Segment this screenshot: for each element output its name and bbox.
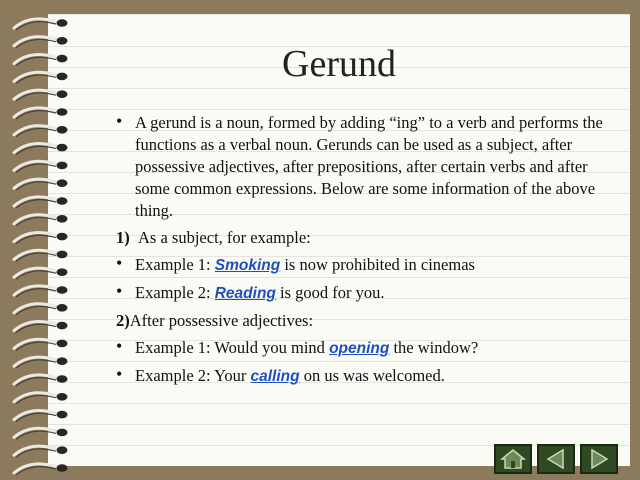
section-1-heading (116, 227, 616, 249)
spiral-ring (14, 108, 68, 119)
example-bullet (116, 337, 616, 360)
example-suffix: the window? (389, 338, 479, 357)
gerund-keyword: calling (250, 368, 300, 385)
example-suffix: is good for you. (275, 283, 385, 302)
gerund-keyword: Smoking (214, 257, 281, 274)
home-icon (500, 448, 526, 470)
spiral-ring (14, 357, 68, 368)
spiral-ring (14, 393, 68, 404)
example-bullet (116, 254, 616, 277)
example-prefix: Example 2: Your (135, 366, 251, 385)
spiral-ring (14, 464, 68, 475)
section-1-label: As a subject, for example: (138, 228, 311, 247)
spiral-ring (14, 215, 68, 226)
next-icon (586, 448, 612, 470)
spiral-ring (14, 375, 68, 386)
example-prefix: Example 1: (135, 255, 215, 274)
gerund-keyword: Reading (214, 285, 276, 302)
gerund-keyword: opening (329, 340, 390, 357)
spiral-ring (14, 90, 68, 101)
spiral-ring (14, 250, 68, 261)
spiral-ring (14, 19, 68, 30)
example-prefix: Example 1: Would you mind (135, 338, 330, 357)
example-prefix: Example 2: (135, 283, 215, 302)
spiral-ring (14, 286, 68, 297)
spiral-ring (14, 144, 68, 155)
spiral-ring (14, 322, 68, 333)
spiral-ring (14, 126, 68, 137)
spiral-ring (14, 446, 68, 457)
spiral-ring (14, 161, 68, 172)
section-1-number: 1) (116, 228, 130, 247)
spiral-ring (14, 268, 68, 279)
spiral-ring (14, 179, 68, 190)
previous-button[interactable] (537, 444, 575, 474)
section-2-heading (116, 310, 616, 332)
intro-bullet: • A gerund is a noun, formed by adding “ing” to a verb and performs the functions as a verbal noun. Gerunds can be used as a subject, after possessive adjectives, after prepositions, after certain verbs and after some common expressions. Below are some information of the above thing. (116, 112, 616, 222)
slide-title: Gerund (282, 43, 396, 85)
example-suffix: is now prohibited in cinemas (280, 255, 475, 274)
spiral-ring (14, 339, 68, 350)
spiral-ring (14, 197, 68, 208)
home-button[interactable] (494, 444, 532, 474)
spiral-ring (14, 233, 68, 244)
slide-content (116, 112, 616, 393)
section-2-label: After possessive adjectives: (129, 311, 314, 330)
previous-icon (543, 448, 569, 470)
example-bullet (116, 282, 616, 305)
next-button[interactable] (580, 444, 618, 474)
spiral-ring (14, 428, 68, 439)
section-2-number: 2) (116, 311, 130, 330)
spiral-ring (14, 411, 68, 422)
spiral-ring (14, 304, 68, 315)
example-bullet (116, 365, 616, 388)
example-suffix: on us was welcomed. (299, 366, 445, 385)
